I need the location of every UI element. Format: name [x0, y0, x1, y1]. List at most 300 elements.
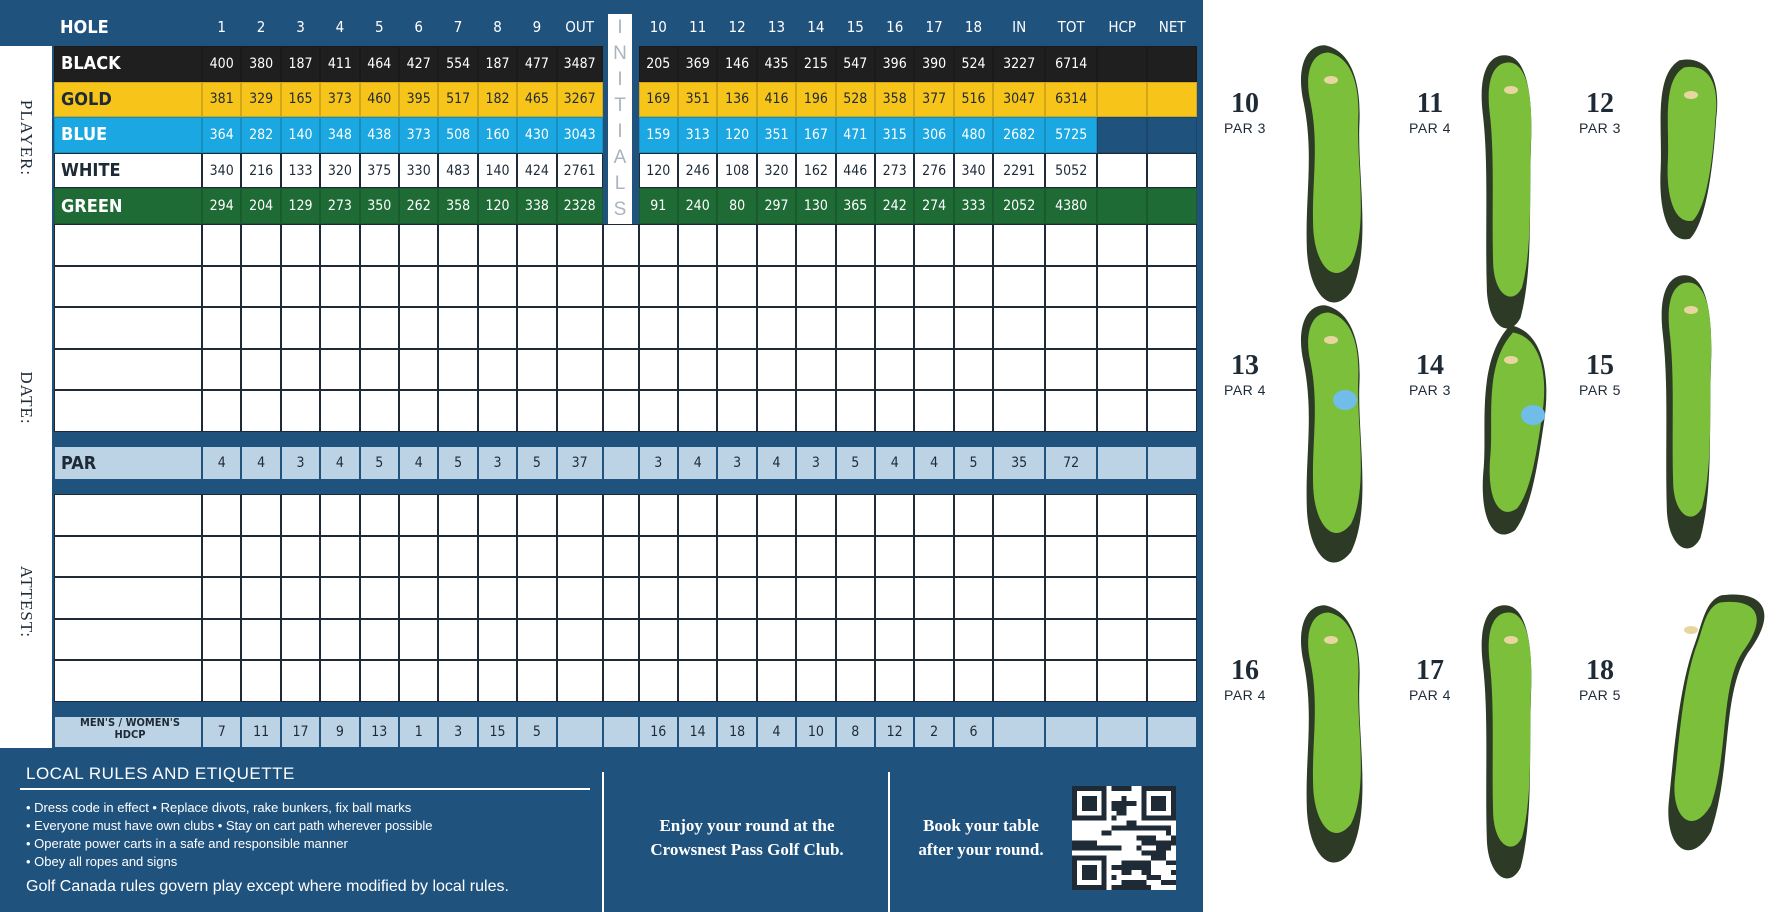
- player-score-field[interactable]: [1045, 224, 1097, 266]
- tee-yardage: 91: [639, 188, 678, 224]
- player2-initials-field[interactable]: [603, 619, 639, 661]
- player-initials-field[interactable]: [603, 349, 639, 391]
- player2-score-field[interactable]: [557, 660, 603, 702]
- player2-initials-field[interactable]: [603, 577, 639, 619]
- player-score-field[interactable]: [399, 224, 438, 266]
- player2-score-field[interactable]: [796, 536, 835, 578]
- player2-score-field[interactable]: [993, 536, 1045, 578]
- player2-score-field[interactable]: [360, 494, 399, 536]
- player-score-field[interactable]: [796, 307, 835, 349]
- player-name-field[interactable]: [54, 349, 202, 391]
- player-score-field[interactable]: [914, 224, 953, 266]
- player-score-field[interactable]: [241, 266, 280, 308]
- player-score-field[interactable]: [320, 307, 359, 349]
- hole-number-header: OUT: [565, 18, 594, 36]
- qr-module: [1122, 865, 1127, 870]
- qr-module: [1122, 860, 1127, 865]
- player-score-field[interactable]: [478, 307, 517, 349]
- player2-score-field[interactable]: [399, 660, 438, 702]
- player2-score-field[interactable]: [914, 619, 953, 661]
- tee-yardage: [1147, 117, 1197, 153]
- tee-yardage: 396: [875, 46, 914, 82]
- par-value: [603, 446, 639, 480]
- player2-score-field[interactable]: [993, 660, 1045, 702]
- player-initials-field[interactable]: [603, 307, 639, 349]
- player-score-field[interactable]: [678, 266, 717, 308]
- player-score-field[interactable]: [241, 307, 280, 349]
- player2-score-field[interactable]: [281, 577, 320, 619]
- player2-score-field[interactable]: [1147, 619, 1197, 661]
- player-score-field[interactable]: [399, 349, 438, 391]
- player-score-field[interactable]: [438, 266, 477, 308]
- player-score-field[interactable]: [399, 390, 438, 432]
- player2-score-field[interactable]: [993, 494, 1045, 536]
- player2-score-field[interactable]: [438, 577, 477, 619]
- player-score-field[interactable]: [438, 390, 477, 432]
- player2-score-field[interactable]: [281, 494, 320, 536]
- player-name-field[interactable]: [54, 224, 202, 266]
- player2-score-field[interactable]: [796, 660, 835, 702]
- player2-score-field[interactable]: [875, 577, 914, 619]
- player2-score-field[interactable]: [438, 619, 477, 661]
- player-score-field[interactable]: [1097, 307, 1147, 349]
- player2-score-field[interactable]: [678, 619, 717, 661]
- player-score-field[interactable]: [954, 307, 993, 349]
- player-score-field[interactable]: [836, 349, 875, 391]
- player2-score-field[interactable]: [836, 619, 875, 661]
- player-score-field[interactable]: [836, 307, 875, 349]
- player-score-field[interactable]: [281, 307, 320, 349]
- player2-score-field[interactable]: [954, 577, 993, 619]
- tee-yardage: 5725: [1045, 117, 1097, 153]
- player-score-field[interactable]: [517, 224, 556, 266]
- player2-score-field[interactable]: [320, 660, 359, 702]
- player-score-field[interactable]: [875, 266, 914, 308]
- tee-yardage: 430: [517, 117, 556, 153]
- player-score-field[interactable]: [360, 390, 399, 432]
- player2-score-field[interactable]: [678, 577, 717, 619]
- player2-score-field[interactable]: [241, 494, 280, 536]
- qr-code-icon[interactable]: [1072, 786, 1176, 890]
- player2-score-field[interactable]: [639, 619, 678, 661]
- player2-score-field[interactable]: [639, 536, 678, 578]
- player2-score-field[interactable]: [954, 660, 993, 702]
- player2-score-field[interactable]: [320, 536, 359, 578]
- player-score-field[interactable]: [320, 224, 359, 266]
- player-score-field[interactable]: [954, 224, 993, 266]
- rule-line: • Dress code in effect • Replace divots, rake bunkers, fix ball marks: [26, 800, 412, 815]
- player2-score-field[interactable]: [241, 577, 280, 619]
- player2-score-field[interactable]: [517, 494, 556, 536]
- player-score-field[interactable]: [717, 349, 756, 391]
- par-value: 35: [993, 446, 1045, 480]
- player-score-field[interactable]: [678, 349, 717, 391]
- player-score-field[interactable]: [202, 266, 241, 308]
- player2-score-field[interactable]: [757, 619, 796, 661]
- player-score-field[interactable]: [717, 390, 756, 432]
- player2-score-field[interactable]: [954, 494, 993, 536]
- player-score-field[interactable]: [1147, 349, 1197, 391]
- player-score-field[interactable]: [875, 224, 914, 266]
- player2-score-field[interactable]: [281, 536, 320, 578]
- player2-score-field[interactable]: [1147, 660, 1197, 702]
- player2-score-field[interactable]: [796, 577, 835, 619]
- player-score-field[interactable]: [993, 307, 1045, 349]
- player2-name-field[interactable]: [54, 577, 202, 619]
- player-score-field[interactable]: [557, 224, 603, 266]
- hole-number: 14: [1416, 350, 1444, 381]
- player2-score-field[interactable]: [241, 536, 280, 578]
- hole-number: 11: [1416, 88, 1444, 119]
- player2-score-field[interactable]: [478, 619, 517, 661]
- hole-map-icon: [1283, 40, 1433, 320]
- player2-score-field[interactable]: [757, 660, 796, 702]
- player2-score-field[interactable]: [360, 577, 399, 619]
- player-score-field[interactable]: [1097, 349, 1147, 391]
- player2-score-field[interactable]: [678, 494, 717, 536]
- player2-initials-field[interactable]: [603, 536, 639, 578]
- player2-score-field[interactable]: [639, 660, 678, 702]
- player-score-field[interactable]: [954, 390, 993, 432]
- player2-score-field[interactable]: [202, 494, 241, 536]
- player-score-field[interactable]: [557, 390, 603, 432]
- player2-score-field[interactable]: [836, 536, 875, 578]
- player2-score-field[interactable]: [678, 536, 717, 578]
- hdcp-value: 6: [954, 716, 993, 748]
- player-score-field[interactable]: [1045, 307, 1097, 349]
- player2-score-field[interactable]: [517, 577, 556, 619]
- player2-score-field[interactable]: [478, 494, 517, 536]
- player2-score-field[interactable]: [1147, 494, 1197, 536]
- player-score-field[interactable]: [954, 349, 993, 391]
- player2-score-field[interactable]: [1097, 494, 1147, 536]
- qr-module: [1161, 845, 1166, 850]
- player2-score-field[interactable]: [360, 619, 399, 661]
- player-score-field[interactable]: [281, 224, 320, 266]
- initials-letter: I: [617, 121, 623, 142]
- hole-number: 18: [1586, 655, 1614, 686]
- tee-yardage: 2761: [557, 153, 603, 189]
- tee-yardage: 187: [281, 46, 320, 82]
- player2-score-field[interactable]: [875, 536, 914, 578]
- player2-score-field[interactable]: [1045, 660, 1097, 702]
- player-score-field[interactable]: [875, 390, 914, 432]
- player-score-field[interactable]: [478, 349, 517, 391]
- player2-score-field[interactable]: [517, 660, 556, 702]
- player-score-field[interactable]: [557, 266, 603, 308]
- player2-score-field[interactable]: [796, 494, 835, 536]
- player2-score-field[interactable]: [478, 577, 517, 619]
- player-score-field[interactable]: [202, 349, 241, 391]
- player2-score-field[interactable]: [1097, 577, 1147, 619]
- player-score-field[interactable]: [757, 390, 796, 432]
- player-score-field[interactable]: [241, 349, 280, 391]
- player-score-field[interactable]: [399, 266, 438, 308]
- player2-score-field[interactable]: [202, 577, 241, 619]
- player-initials-field[interactable]: [603, 224, 639, 266]
- player2-score-field[interactable]: [1097, 619, 1147, 661]
- player-score-field[interactable]: [1147, 224, 1197, 266]
- tee-yardage: 350: [360, 188, 399, 224]
- player2-score-field[interactable]: [678, 660, 717, 702]
- player2-score-field[interactable]: [836, 494, 875, 536]
- player-score-field[interactable]: [478, 390, 517, 432]
- player-score-field[interactable]: [241, 224, 280, 266]
- player-score-field[interactable]: [639, 307, 678, 349]
- player2-score-field[interactable]: [757, 536, 796, 578]
- player-score-field[interactable]: [281, 266, 320, 308]
- hole-number-header: 16: [886, 18, 904, 36]
- player2-score-field[interactable]: [557, 536, 603, 578]
- player2-score-field[interactable]: [875, 619, 914, 661]
- player-score-field[interactable]: [360, 349, 399, 391]
- player2-score-field[interactable]: [1097, 536, 1147, 578]
- player-score-field[interactable]: [202, 307, 241, 349]
- player-score-field[interactable]: [1045, 266, 1097, 308]
- player-score-field[interactable]: [399, 307, 438, 349]
- player2-score-field[interactable]: [836, 660, 875, 702]
- player-score-field[interactable]: [320, 390, 359, 432]
- player-score-field[interactable]: [993, 349, 1045, 391]
- player2-score-field[interactable]: [875, 494, 914, 536]
- player2-name-field[interactable]: [54, 494, 202, 536]
- player2-score-field[interactable]: [438, 660, 477, 702]
- qr-module: [1082, 845, 1087, 850]
- player-score-field[interactable]: [639, 224, 678, 266]
- player2-score-field[interactable]: [717, 660, 756, 702]
- tee-yardage: [1147, 46, 1197, 82]
- player-score-field[interactable]: [557, 307, 603, 349]
- player-name-field[interactable]: [54, 266, 202, 308]
- player-score-field[interactable]: [836, 224, 875, 266]
- player2-score-field[interactable]: [399, 577, 438, 619]
- player2-score-field[interactable]: [320, 619, 359, 661]
- player-score-field[interactable]: [1147, 390, 1197, 432]
- player2-score-field[interactable]: [241, 619, 280, 661]
- tee-yardage: 3267: [557, 82, 603, 118]
- player-score-field[interactable]: [360, 266, 399, 308]
- rules-title: LOCAL RULES AND ETIQUETTE: [26, 764, 295, 783]
- player2-score-field[interactable]: [836, 577, 875, 619]
- qr-module: [1131, 826, 1136, 831]
- player2-score-field[interactable]: [281, 619, 320, 661]
- player-score-field[interactable]: [1097, 224, 1147, 266]
- player2-score-field[interactable]: [757, 494, 796, 536]
- player2-initials-field[interactable]: [603, 494, 639, 536]
- player2-score-field[interactable]: [639, 494, 678, 536]
- player2-score-field[interactable]: [1147, 577, 1197, 619]
- player-score-field[interactable]: [438, 224, 477, 266]
- player-score-field[interactable]: [796, 349, 835, 391]
- tee-yardage: 524: [954, 46, 993, 82]
- player2-score-field[interactable]: [438, 494, 477, 536]
- player-score-field[interactable]: [875, 307, 914, 349]
- qr-module: [1151, 796, 1166, 811]
- player2-score-field[interactable]: [281, 660, 320, 702]
- hole-par: PAR 4: [1224, 382, 1266, 398]
- player-score-field[interactable]: [717, 266, 756, 308]
- tee-yardage: 242: [875, 188, 914, 224]
- player-score-field[interactable]: [202, 390, 241, 432]
- player2-name-field[interactable]: [54, 660, 202, 702]
- player-score-field[interactable]: [993, 224, 1045, 266]
- qr-module: [1122, 786, 1127, 791]
- player-score-field[interactable]: [202, 224, 241, 266]
- player-score-field[interactable]: [836, 266, 875, 308]
- player2-score-field[interactable]: [360, 660, 399, 702]
- qr-module: [1112, 845, 1117, 850]
- player2-score-field[interactable]: [639, 577, 678, 619]
- player2-score-field[interactable]: [360, 536, 399, 578]
- player-score-field[interactable]: [639, 390, 678, 432]
- player2-score-field[interactable]: [478, 660, 517, 702]
- tee-yardage: 390: [914, 46, 953, 82]
- player-score-field[interactable]: [1097, 266, 1147, 308]
- qr-module: [1126, 880, 1131, 885]
- player-score-field[interactable]: [360, 224, 399, 266]
- player-score-field[interactable]: [438, 307, 477, 349]
- tee-name-black: BLACK: [54, 46, 202, 82]
- player-score-field[interactable]: [914, 307, 953, 349]
- player-score-field[interactable]: [320, 266, 359, 308]
- player2-score-field[interactable]: [914, 660, 953, 702]
- player2-score-field[interactable]: [1147, 536, 1197, 578]
- tee-name-white: WHITE: [54, 153, 202, 189]
- qr-module: [1131, 801, 1136, 806]
- player-score-field[interactable]: [360, 307, 399, 349]
- qr-module: [1166, 826, 1171, 831]
- player-score-field[interactable]: [1045, 349, 1097, 391]
- par-value: 4: [914, 446, 953, 480]
- player2-score-field[interactable]: [202, 660, 241, 702]
- player2-score-field[interactable]: [796, 619, 835, 661]
- player2-score-field[interactable]: [717, 494, 756, 536]
- player2-score-field[interactable]: [438, 536, 477, 578]
- player2-score-field[interactable]: [399, 494, 438, 536]
- player-score-field[interactable]: [1147, 307, 1197, 349]
- player-score-field[interactable]: [241, 390, 280, 432]
- player-score-field[interactable]: [914, 266, 953, 308]
- player-score-field[interactable]: [914, 349, 953, 391]
- player2-name-field[interactable]: [54, 536, 202, 578]
- player2-score-field[interactable]: [914, 494, 953, 536]
- player-score-field[interactable]: [757, 266, 796, 308]
- player-score-field[interactable]: [678, 307, 717, 349]
- player-score-field[interactable]: [717, 307, 756, 349]
- player-score-field[interactable]: [954, 266, 993, 308]
- player-score-field[interactable]: [639, 266, 678, 308]
- player-score-field[interactable]: [557, 349, 603, 391]
- player-name-field[interactable]: [54, 390, 202, 432]
- player-score-field[interactable]: [678, 390, 717, 432]
- player2-score-field[interactable]: [241, 660, 280, 702]
- player2-score-field[interactable]: [202, 619, 241, 661]
- player2-score-field[interactable]: [399, 619, 438, 661]
- player2-score-field[interactable]: [1045, 577, 1097, 619]
- player-score-field[interactable]: [796, 390, 835, 432]
- player-score-field[interactable]: [320, 349, 359, 391]
- player-score-field[interactable]: [478, 266, 517, 308]
- qr-module: [1112, 801, 1117, 806]
- tee-yardage: 424: [517, 153, 556, 189]
- player2-score-field[interactable]: [399, 536, 438, 578]
- player-score-field[interactable]: [678, 224, 717, 266]
- player2-score-field[interactable]: [914, 536, 953, 578]
- player2-score-field[interactable]: [875, 660, 914, 702]
- player-score-field[interactable]: [796, 266, 835, 308]
- player-score-field[interactable]: [281, 390, 320, 432]
- player-initials-field[interactable]: [603, 390, 639, 432]
- qr-module: [1122, 811, 1127, 816]
- player2-score-field[interactable]: [717, 619, 756, 661]
- player2-score-field[interactable]: [517, 619, 556, 661]
- player-score-field[interactable]: [478, 224, 517, 266]
- player2-score-field[interactable]: [993, 619, 1045, 661]
- player-score-field[interactable]: [281, 349, 320, 391]
- player-score-field[interactable]: [796, 224, 835, 266]
- player2-score-field[interactable]: [954, 536, 993, 578]
- hdcp-value: [993, 716, 1045, 748]
- player-score-field[interactable]: [1147, 266, 1197, 308]
- player2-score-field[interactable]: [993, 577, 1045, 619]
- player-score-field[interactable]: [517, 390, 556, 432]
- player2-score-field[interactable]: [757, 577, 796, 619]
- player-score-field[interactable]: [757, 307, 796, 349]
- player2-score-field[interactable]: [914, 577, 953, 619]
- player-score-field[interactable]: [639, 349, 678, 391]
- player-score-field[interactable]: [717, 224, 756, 266]
- player-score-field[interactable]: [517, 349, 556, 391]
- player2-score-field[interactable]: [1097, 660, 1147, 702]
- enjoy-line: Enjoy your round at the: [659, 816, 835, 835]
- player2-score-field[interactable]: [717, 536, 756, 578]
- player-score-field[interactable]: [757, 349, 796, 391]
- player2-initials-field[interactable]: [603, 660, 639, 702]
- hole-map-icon: [1643, 590, 1791, 870]
- player-score-field[interactable]: [517, 307, 556, 349]
- player2-score-field[interactable]: [954, 619, 993, 661]
- player-score-field[interactable]: [993, 390, 1045, 432]
- player2-score-field[interactable]: [517, 536, 556, 578]
- player2-score-field[interactable]: [1045, 494, 1097, 536]
- tee-yardage: 205: [639, 46, 678, 82]
- player2-score-field[interactable]: [1045, 619, 1097, 661]
- player2-score-field[interactable]: [320, 494, 359, 536]
- player-score-field[interactable]: [993, 266, 1045, 308]
- player2-score-field[interactable]: [320, 577, 359, 619]
- player2-score-field[interactable]: [557, 577, 603, 619]
- player-score-field[interactable]: [914, 390, 953, 432]
- player-score-field[interactable]: [836, 390, 875, 432]
- player-score-field[interactable]: [1045, 390, 1097, 432]
- par-value: 3: [478, 446, 517, 480]
- player2-score-field[interactable]: [202, 536, 241, 578]
- player-score-field[interactable]: [1097, 390, 1147, 432]
- player2-name-field[interactable]: [54, 619, 202, 661]
- player-score-field[interactable]: [438, 349, 477, 391]
- player-score-field[interactable]: [875, 349, 914, 391]
- qr-module: [1112, 826, 1117, 831]
- player-initials-field[interactable]: [603, 266, 639, 308]
- player2-score-field[interactable]: [478, 536, 517, 578]
- player-score-field[interactable]: [517, 266, 556, 308]
- player-score-field[interactable]: [757, 224, 796, 266]
- player2-score-field[interactable]: [557, 494, 603, 536]
- player2-score-field[interactable]: [717, 577, 756, 619]
- player2-score-field[interactable]: [1045, 536, 1097, 578]
- player-name-field[interactable]: [54, 307, 202, 349]
- player2-score-field[interactable]: [557, 619, 603, 661]
